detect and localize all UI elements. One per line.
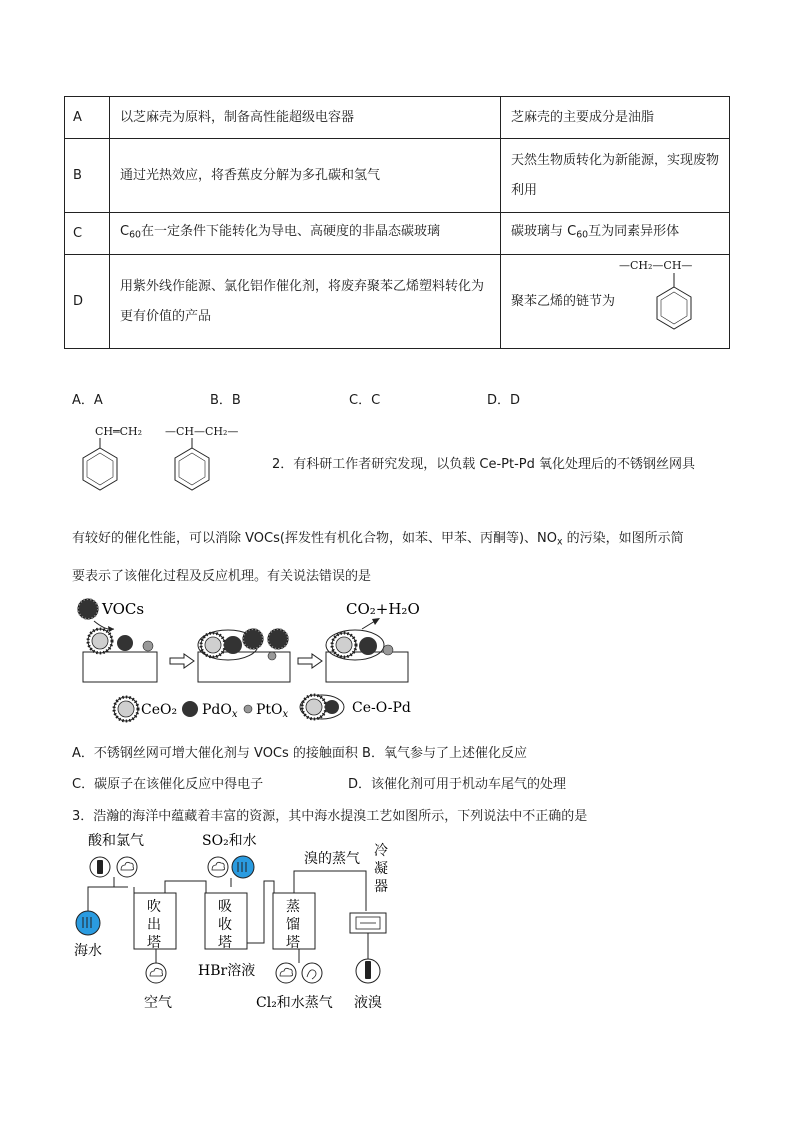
svg-text:Ce-O-Pd: Ce-O-Pd: [352, 700, 411, 716]
svg-text:凝: 凝: [374, 861, 388, 877]
steam-icon: [302, 963, 322, 983]
row-description: 用紫外线作能源、氯化铝作催化剂，将废弃聚苯乙烯塑料转化为更有价值的产品: [110, 255, 501, 349]
product-label: CO₂+H₂O: [346, 600, 420, 618]
option-b[interactable]: B．B: [210, 393, 241, 408]
svg-text:器: 器: [374, 879, 388, 895]
row-label: A: [65, 97, 110, 139]
air-icon: [146, 963, 166, 983]
q2-stem-line1: 2．有科研工作者研究发现，以负载 Ce-Pt-Pd 氧化处理后的不锈钢丝网具: [272, 457, 696, 472]
row-label: C: [65, 213, 110, 255]
vocs-molecule-icon: [78, 599, 98, 619]
q2-stem-line3: 要表示了该催化过程及反应机理。有关说法错误的是: [72, 569, 372, 584]
svg-text:塔: 塔: [286, 935, 300, 951]
svg-text:Cl₂和水蒸气: Cl₂和水蒸气: [256, 995, 333, 1011]
ceo2-particle-icon: [332, 633, 356, 657]
question-table: [64, 96, 730, 349]
table-row: [65, 213, 730, 255]
mesh-stage-1: [83, 652, 157, 682]
gas-icon: [208, 857, 228, 877]
q2-options-ab[interactable]: A．不锈钢丝网可增大催化剂与 VOCs 的接触面积 B．氧气参与了上述催化反应: [72, 746, 527, 761]
legend: [114, 695, 411, 721]
bromine-flow-diagram: [68, 825, 408, 1017]
svg-text:塔: 塔: [218, 935, 232, 951]
pdox-particle-icon: [359, 637, 377, 655]
pdox-particle-icon: [117, 635, 133, 651]
table-row: [65, 139, 730, 213]
svg-text:塔: 塔: [147, 935, 161, 951]
option-a[interactable]: A．A: [72, 393, 103, 408]
ceo2-particle-icon: [88, 629, 112, 653]
liquid-bromine-bottle-icon: [356, 959, 380, 983]
row-label: B: [65, 139, 110, 213]
ptox-particle-icon: [383, 645, 393, 655]
row-description: 以芝麻壳为原料，制备高性能超级电容器: [110, 97, 501, 139]
row-note: 芝麻壳的主要成分是油脂: [501, 97, 730, 139]
svg-text:空气: 空气: [144, 995, 172, 1011]
ptox-particle-icon: [143, 641, 153, 651]
svg-text:冷: 冷: [374, 843, 388, 859]
option-c[interactable]: C．C: [349, 393, 381, 408]
styrene-ring-icon: [75, 438, 125, 498]
svg-text:溴的蒸气: 溴的蒸气: [304, 851, 360, 867]
q3-stem: 3．浩瀚的海洋中蕴藏着丰富的资源，其中海水提溴工艺如图所示，下列说法中不正确的是: [72, 809, 588, 824]
svg-text:吹: 吹: [147, 899, 161, 915]
row-description: $C_{60}$在一定条件下能转化为导电、高硬度的非晶态碳玻璃: [110, 213, 501, 255]
vocs-label: VOCs: [102, 600, 145, 618]
row-note: 聚苯乙烯的链节为 —CH₂—CH—: [501, 255, 730, 349]
seawater-icon: [76, 911, 100, 935]
catalysis-diagram: [70, 595, 430, 730]
condenser-icon: [350, 913, 386, 933]
q2-stem-line2: 有较好的催化性能，可以消除 VOCs(挥发性有机化合物，如苯、甲苯、丙酮等)、$NO_x$ 的污染，如图所示简: [72, 531, 684, 548]
row-note: 碳玻璃与 $C_{60}$互为同素异形体: [501, 213, 730, 255]
styrene-formula: CH═CH₂: [95, 425, 143, 438]
mesh-stage-3: [326, 652, 408, 682]
styrene-structure: [75, 425, 142, 502]
vocs-molecule-icon: [268, 629, 288, 649]
row-label: D: [65, 255, 110, 349]
svg-text:馏: 馏: [286, 917, 300, 933]
option-d[interactable]: D．D: [487, 393, 521, 408]
svg-text:蒸: 蒸: [286, 899, 300, 915]
svg-text:HBr溶液: HBr溶液: [198, 963, 256, 979]
q2-option-d[interactable]: D．该催化剂可用于机动车尾气的处理: [348, 777, 567, 792]
benzene-ring-icon: [649, 271, 699, 345]
ceo2-particle-icon: [201, 633, 225, 657]
bottle-icon: [90, 857, 110, 877]
polystyrene-structure: [165, 425, 238, 502]
svg-text:吸: 吸: [218, 899, 232, 915]
chain-ring-icon: [165, 438, 220, 498]
svg-text:收: 收: [218, 917, 232, 933]
svg-text:出: 出: [147, 917, 161, 933]
vocs-molecule-icon: [243, 629, 263, 649]
gas-icon: [276, 963, 296, 983]
arrow-icon: [170, 654, 194, 668]
svg-text:液溴: 液溴: [354, 995, 382, 1011]
svg-text:SO₂和水: SO₂和水: [202, 833, 257, 849]
chain-formula: —CH—CH₂—: [165, 425, 239, 438]
gas-icon: [117, 857, 137, 877]
table-row: [65, 97, 730, 139]
svg-text:PtOx: PtO$_x$: [256, 702, 289, 720]
polystyrene-formula-top: —CH₂—CH—: [619, 259, 693, 272]
row-description: 通过光热效应，将香蕉皮分解为多孔碳和氢气: [110, 139, 501, 213]
table-row: [65, 255, 730, 349]
row-note: 天然生物质转化为新能源，实现废物利用: [501, 139, 730, 213]
svg-text:酸和氯气: 酸和氯气: [88, 833, 144, 849]
svg-text:CeO₂: CeO₂: [141, 702, 178, 718]
pdox-particle-icon: [224, 636, 242, 654]
q2-option-c[interactable]: C．碳原子在该催化反应中得电子: [72, 777, 264, 792]
svg-text:PdOx: PdO$_x$: [202, 702, 238, 720]
arrow-icon: [298, 654, 322, 668]
water-icon: [232, 856, 254, 878]
svg-text:海水: 海水: [74, 943, 102, 959]
